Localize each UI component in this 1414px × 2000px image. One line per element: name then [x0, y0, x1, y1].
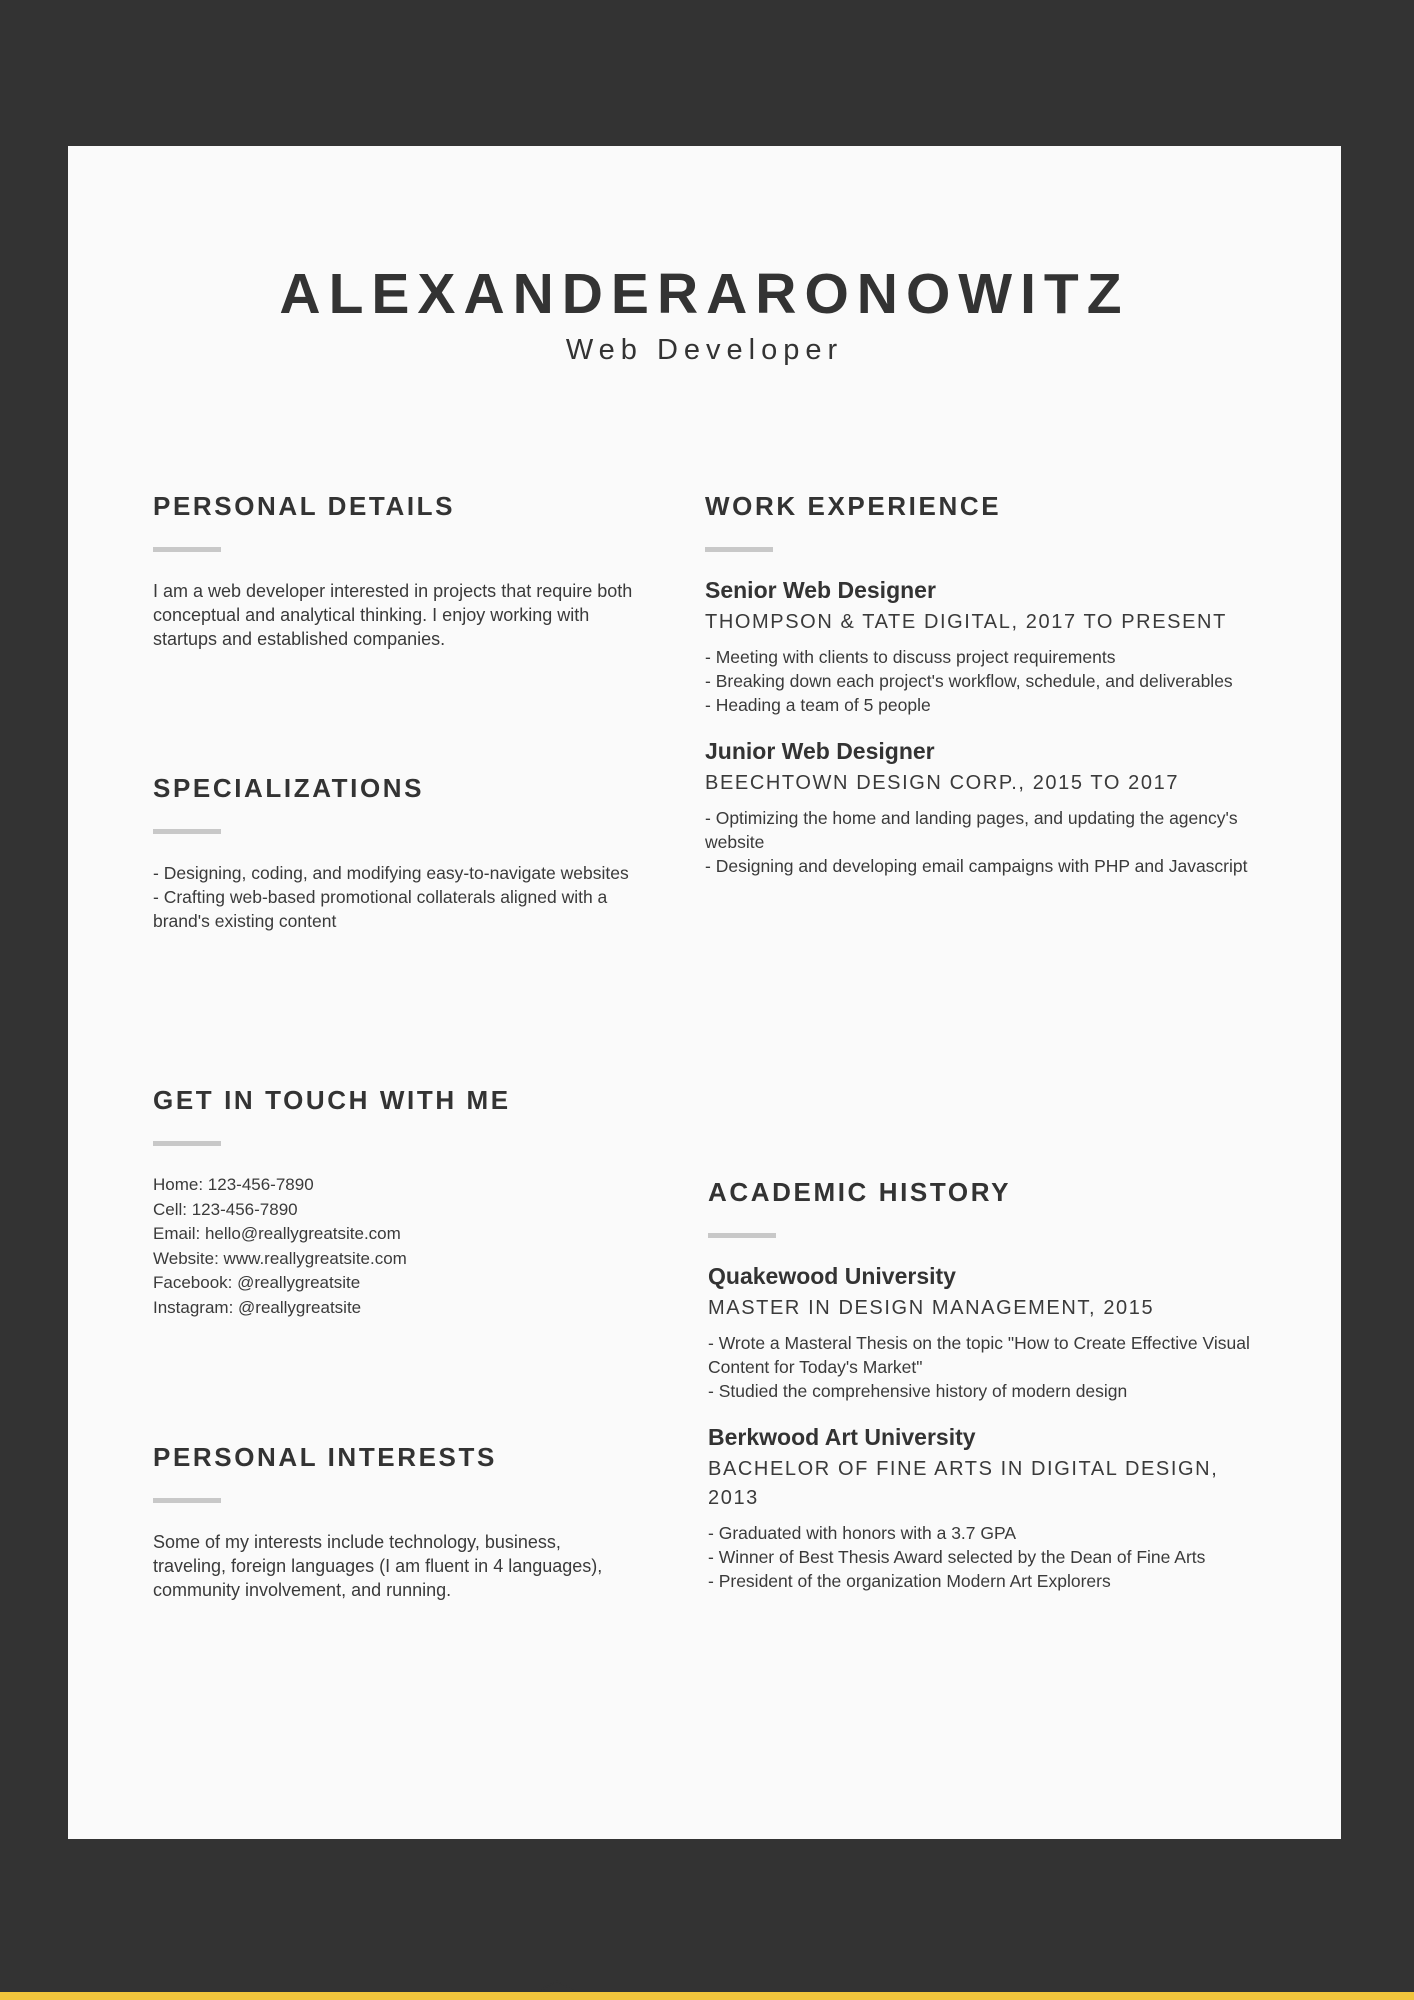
contact-list: [153, 1173, 633, 1320]
chevron-up-icon: [537, 1980, 577, 1992]
contact-website: Website: www.reallygreatsite.com: [153, 1248, 407, 1268]
contact-email: Email: hello@reallygreatsite.com: [153, 1224, 401, 1244]
list-item: - Designing, coding, and modifying easy-to-navigate websites: [153, 861, 633, 885]
job-title: Senior Web Designer: [705, 577, 936, 604]
school-entry: [708, 1260, 1268, 1403]
contact-facebook: Facebook: @reallygreatsite: [153, 1273, 361, 1293]
list-item: - Winner of Best Thesis Award selected by the Dean of Fine Arts: [708, 1545, 1268, 1569]
list-item: - Heading a team of 5 people: [705, 693, 1265, 717]
section-divider: [153, 829, 221, 834]
list-item: - Graduated with honors with a 3.7 GPA: [708, 1521, 1268, 1545]
contact-section: [153, 1085, 633, 1320]
specializations-list: [153, 861, 633, 933]
section-divider: [708, 1233, 776, 1238]
personal-details-section: [153, 491, 633, 651]
academic-history-section: [708, 1177, 1268, 1593]
job-company: BEECHTOWN DESIGN CORP., 2015 TO 2017: [705, 772, 1180, 795]
school-degree: MASTER IN DESIGN MANAGEMENT, 2015: [708, 1297, 1155, 1320]
school-highlights: [708, 1521, 1268, 1593]
work-experience-title: WORK EXPERIENCE: [705, 491, 1002, 521]
specializations-section: [153, 773, 633, 933]
resume-role: Web Developer: [565, 334, 844, 366]
school-entry: [708, 1421, 1268, 1593]
list-item: - Optimizing the home and landing pages, and updating the agency's website: [705, 806, 1265, 854]
interests-text: Some of my interests include technology, business, traveling, foreign languages (I am fluent in 4 languages), community involvement, and running.: [153, 1532, 603, 1601]
section-divider: [705, 547, 773, 552]
school-name: Berkwood Art University: [708, 1424, 976, 1451]
section-divider: [153, 547, 221, 552]
interests-title: PERSONAL INTERESTS: [153, 1442, 497, 1472]
job-entry: [705, 735, 1265, 878]
contact-instagram: Instagram: @reallygreatsite: [153, 1297, 362, 1317]
school-highlights: [708, 1331, 1268, 1403]
job-entry: [705, 574, 1265, 717]
list-item: - Studied the comprehensive history of modern design: [708, 1379, 1268, 1403]
contact-home: Home: 123-456-7890: [153, 1175, 314, 1195]
job-title: Junior Web Designer: [705, 738, 935, 765]
work-experience-section: [705, 491, 1265, 878]
list-item: - Wrote a Masteral Thesis on the topic "How to Create Effective Visual Content for Today's Market": [708, 1331, 1268, 1379]
list-item: - Breaking down each project's workflow, schedule, and deliverables: [705, 669, 1265, 693]
section-divider: [153, 1498, 221, 1503]
school-degree: BACHELOR OF FINE ARTS IN DIGITAL DESIGN, 2013: [708, 1458, 1219, 1510]
contact-title: GET IN TOUCH WITH ME: [153, 1085, 511, 1115]
resume-name: ALEXANDERARONOWITZ: [279, 262, 1130, 326]
list-item: - Meeting with clients to discuss project requirements: [705, 645, 1265, 669]
contact-cell: Cell: 123-456-7890: [153, 1199, 298, 1219]
job-duties: [705, 645, 1265, 717]
list-item: - President of the organization Modern Art Explorers: [708, 1569, 1268, 1593]
list-item: - Designing and developing email campaigns with PHP and Javascript: [705, 854, 1265, 878]
job-duties: [705, 806, 1265, 878]
interests-section: [153, 1442, 633, 1602]
specializations-title: SPECIALIZATIONS: [153, 773, 425, 803]
job-company: THOMPSON & TATE DIGITAL, 2017 TO PRESENT: [705, 611, 1227, 634]
academic-history-title: ACADEMIC HISTORY: [708, 1177, 1012, 1207]
school-name: Quakewood University: [708, 1263, 956, 1290]
resume-page: [68, 146, 1341, 1839]
personal-details-text: I am a web developer interested in projects that require both conceptual and analytical thinking. I enjoy working with startups and established companies.: [153, 581, 633, 650]
list-item: - Crafting web-based promotional collaterals aligned with a brand's existing content: [153, 885, 633, 933]
bottom-accent-bar: [0, 1992, 1414, 2000]
personal-details-title: PERSONAL DETAILS: [153, 491, 456, 521]
section-divider: [153, 1141, 221, 1146]
